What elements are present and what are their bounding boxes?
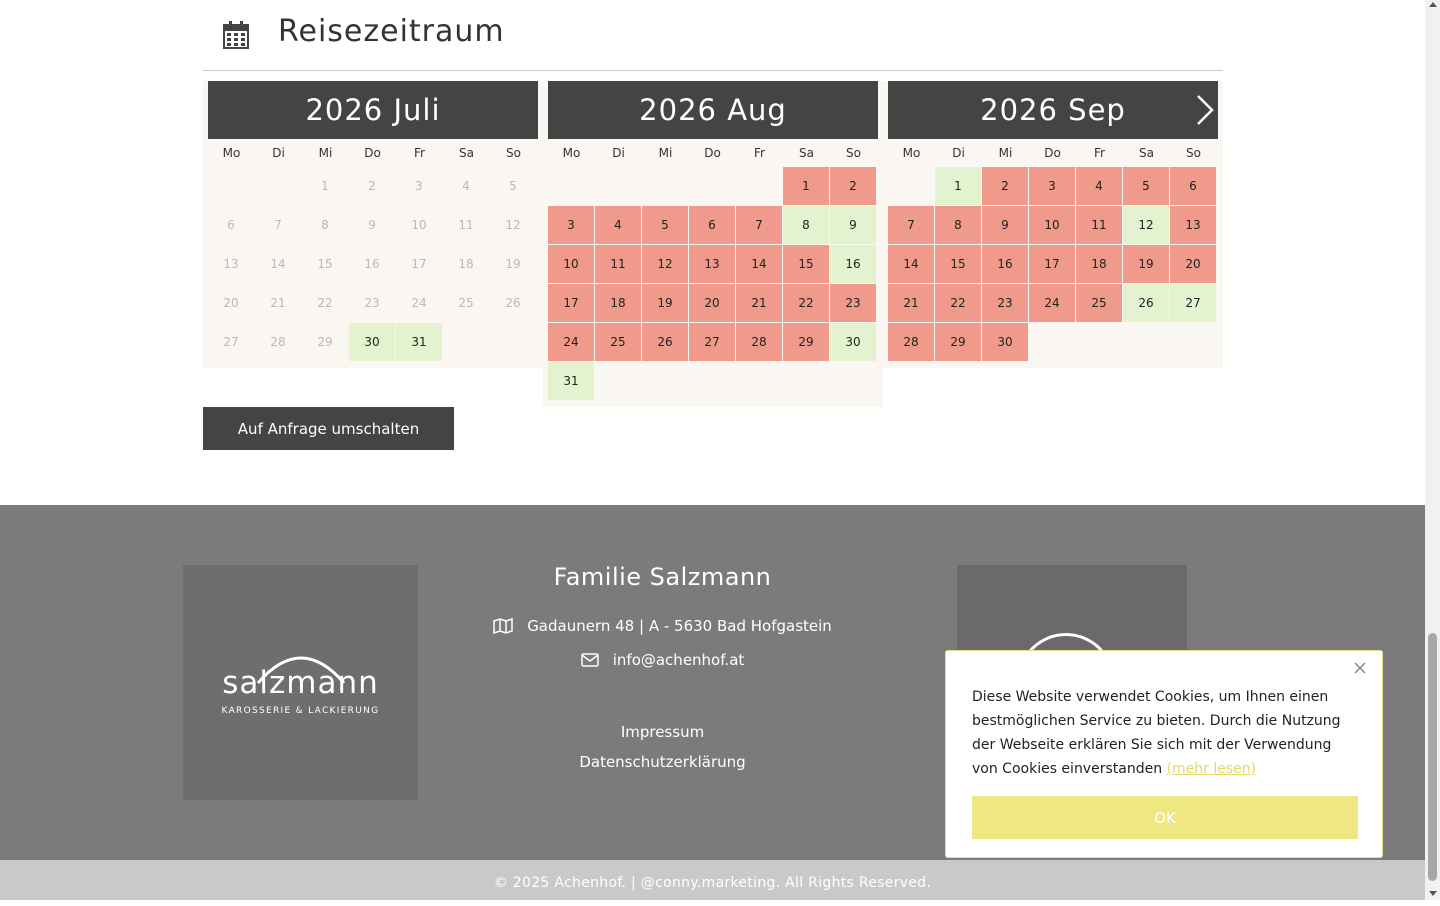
day-cell-past: 28: [255, 323, 302, 362]
day-cell-past: 23: [349, 284, 396, 323]
day-cell-free[interactable]: 30: [349, 323, 396, 362]
close-icon[interactable]: [1353, 661, 1367, 675]
day-cell-empty: [689, 167, 736, 206]
envelope-icon: [581, 653, 599, 667]
day-cell-booked[interactable]: 29: [783, 323, 830, 362]
address-line: [450, 617, 875, 635]
month-header: [888, 81, 1218, 139]
day-cell-booked[interactable]: 6: [689, 206, 736, 245]
day-cell-booked[interactable]: 29: [935, 323, 982, 362]
day-cell-booked[interactable]: 4: [595, 206, 642, 245]
day-cell-past: 24: [396, 284, 443, 323]
footer-contact: [450, 563, 875, 771]
day-cell-booked[interactable]: 12: [642, 245, 689, 284]
day-cell-booked[interactable]: 27: [689, 323, 736, 362]
scrollbar[interactable]: [1425, 0, 1440, 900]
email-link[interactable]: info@achenhof.at: [612, 651, 745, 669]
day-cell-past: 19: [490, 245, 537, 284]
day-cell-past: 2: [349, 167, 396, 206]
day-cell-past: 25: [443, 284, 490, 323]
weekday-label: Fr: [1094, 146, 1105, 160]
day-cell-booked[interactable]: 15: [783, 245, 830, 284]
day-cell-booked[interactable]: 13: [1170, 206, 1217, 245]
weekday-label: Sa: [459, 146, 474, 160]
day-cell-past: 1: [302, 167, 349, 206]
weekday-label: Fr: [414, 146, 425, 160]
email-line: [450, 651, 875, 669]
salzmann-logo: [183, 565, 418, 800]
cookie-text: [972, 685, 1352, 781]
address-text: Gadaunern 48 | A - 5630 Bad Hofgastein: [527, 617, 832, 635]
month-calendar-aug: [543, 81, 883, 407]
day-cell-past: 13: [208, 245, 255, 284]
day-cell-booked[interactable]: 5: [1123, 167, 1170, 206]
privacy-link[interactable]: Datenschutzerklärung: [579, 753, 746, 771]
day-cell-booked[interactable]: 14: [888, 245, 935, 284]
day-cell-booked[interactable]: 25: [595, 323, 642, 362]
day-cell-empty: [255, 167, 302, 206]
weekday-label: Di: [272, 146, 285, 160]
day-cell-booked[interactable]: 7: [888, 206, 935, 245]
month-calendar-juli: [203, 81, 543, 368]
copyright-bar: © 2025 Achenhof. | @conny.marketing. All Rights Reserved.: [0, 860, 1425, 900]
day-cell-booked[interactable]: 28: [736, 323, 783, 362]
weekday-label: Do: [1044, 146, 1061, 160]
day-cell-booked[interactable]: 26: [642, 323, 689, 362]
day-cell-booked[interactable]: 16: [982, 245, 1029, 284]
day-grid: [208, 167, 538, 362]
day-cell-empty: [642, 167, 689, 206]
weekday-label: Mo: [562, 146, 581, 160]
impressum-link[interactable]: Impressum: [620, 723, 705, 741]
weekday-row: [888, 139, 1218, 167]
day-cell-booked[interactable]: 11: [1076, 206, 1123, 245]
day-cell-booked[interactable]: 7: [736, 206, 783, 245]
weekday-label: So: [846, 146, 861, 160]
day-cell-booked[interactable]: 3: [548, 206, 595, 245]
day-cell-booked[interactable]: 21: [736, 284, 783, 323]
scroll-up-icon[interactable]: [1429, 2, 1437, 7]
day-cell-booked[interactable]: 21: [888, 284, 935, 323]
day-cell-booked[interactable]: 17: [548, 284, 595, 323]
scroll-thumb[interactable]: [1428, 633, 1437, 881]
day-cell-past: 15: [302, 245, 349, 284]
day-cell-booked[interactable]: 11: [595, 245, 642, 284]
day-cell-booked[interactable]: 23: [830, 284, 877, 323]
weekday-label: Sa: [1139, 146, 1154, 160]
day-cell-empty: [548, 167, 595, 206]
day-cell-booked[interactable]: 20: [689, 284, 736, 323]
day-cell-booked[interactable]: 19: [642, 284, 689, 323]
section-title: Reisezeitraum: [278, 14, 505, 49]
weekday-label: Mi: [658, 146, 673, 160]
day-cell-past: 9: [349, 206, 396, 245]
day-cell-booked[interactable]: 14: [736, 245, 783, 284]
cookie-more-link[interactable]: (mehr lesen): [1166, 761, 1257, 777]
day-cell-booked[interactable]: 30: [982, 323, 1029, 362]
day-cell-booked[interactable]: 23: [982, 284, 1029, 323]
day-cell-booked[interactable]: 24: [1029, 284, 1076, 323]
cookie-message: Diese Website verwendet Cookies, um Ihnen einen bestmöglichen Service zu bieten. Durch die Nutzung der Webseite erklären Sie sich mit der Verwendung von Cookies einverstanden: [972, 689, 1341, 777]
chevron-right-icon[interactable]: [1190, 91, 1218, 129]
day-cell-booked[interactable]: 1: [783, 167, 830, 206]
day-cell-booked[interactable]: 8: [935, 206, 982, 245]
weekday-label: Mi: [998, 146, 1013, 160]
day-cell-empty: [736, 167, 783, 206]
weekday-label: Mo: [222, 146, 241, 160]
cookie-banner: [945, 650, 1383, 858]
day-cell-past: 4: [443, 167, 490, 206]
month-title: 2026 Aug: [548, 81, 878, 139]
day-cell-past: 20: [208, 284, 255, 323]
day-cell-past: 8: [302, 206, 349, 245]
month-title: 2026 Juli: [208, 81, 538, 139]
day-cell-booked[interactable]: 18: [1076, 245, 1123, 284]
day-cell-past: 26: [490, 284, 537, 323]
weekday-label: Fr: [754, 146, 765, 160]
day-cell-free[interactable]: 27: [1170, 284, 1217, 323]
day-cell-booked[interactable]: 10: [1029, 206, 1076, 245]
day-cell-free[interactable]: 1: [935, 167, 982, 206]
day-cell-booked[interactable]: 22: [935, 284, 982, 323]
day-grid: [888, 167, 1218, 362]
day-cell-booked[interactable]: 3: [1029, 167, 1076, 206]
day-cell-past: 16: [349, 245, 396, 284]
day-cell-past: 11: [443, 206, 490, 245]
day-cell-past: 5: [490, 167, 537, 206]
scroll-down-icon[interactable]: [1429, 891, 1437, 896]
day-grid: [548, 167, 878, 401]
day-cell-past: 7: [255, 206, 302, 245]
weekday-label: Di: [612, 146, 625, 160]
day-cell-booked[interactable]: 28: [888, 323, 935, 362]
day-cell-free[interactable]: 30: [830, 323, 877, 362]
day-cell-booked[interactable]: 24: [548, 323, 595, 362]
day-cell-past: 21: [255, 284, 302, 323]
weekday-label: Di: [952, 146, 965, 160]
day-cell-free[interactable]: 16: [830, 245, 877, 284]
day-cell-booked[interactable]: 2: [982, 167, 1029, 206]
day-cell-free[interactable]: 9: [830, 206, 877, 245]
toggle-request-button[interactable]: Auf Anfrage umschalten: [203, 407, 454, 450]
weekday-label: Do: [704, 146, 721, 160]
day-cell-empty: [208, 167, 255, 206]
day-cell-past: 14: [255, 245, 302, 284]
logo-text: salzmann: [222, 665, 379, 701]
day-cell-booked[interactable]: 19: [1123, 245, 1170, 284]
day-cell-past: 17: [396, 245, 443, 284]
day-cell-booked[interactable]: 18: [595, 284, 642, 323]
day-cell-past: 3: [396, 167, 443, 206]
day-cell-empty: [595, 167, 642, 206]
day-cell-past: 22: [302, 284, 349, 323]
cookie-ok-button[interactable]: OK: [972, 796, 1358, 839]
month-title: 2026 Sep: [980, 93, 1126, 127]
day-cell-empty: [888, 167, 935, 206]
day-cell-booked[interactable]: 4: [1076, 167, 1123, 206]
day-cell-past: 12: [490, 206, 537, 245]
day-cell-past: 6: [208, 206, 255, 245]
day-cell-booked[interactable]: 10: [548, 245, 595, 284]
day-cell-booked[interactable]: 6: [1170, 167, 1217, 206]
weekday-row: [208, 139, 538, 167]
weekday-label: So: [1186, 146, 1201, 160]
day-cell-past: 29: [302, 323, 349, 362]
day-cell-booked[interactable]: 15: [935, 245, 982, 284]
day-cell-booked[interactable]: 17: [1029, 245, 1076, 284]
section-header: [203, 0, 1223, 71]
calendar-icon: [222, 20, 250, 50]
weekday-label: Do: [364, 146, 381, 160]
day-cell-free[interactable]: 31: [548, 362, 595, 401]
weekday-row: [548, 139, 878, 167]
logo-subtext: KAROSSERIE & LACKIERUNG: [221, 706, 380, 716]
day-cell-free[interactable]: 26: [1123, 284, 1170, 323]
day-cell-booked[interactable]: 2: [830, 167, 877, 206]
day-cell-free[interactable]: 31: [396, 323, 443, 362]
weekday-label: So: [506, 146, 521, 160]
day-cell-free[interactable]: 8: [783, 206, 830, 245]
day-cell-free[interactable]: 12: [1123, 206, 1170, 245]
day-cell-booked[interactable]: 5: [642, 206, 689, 245]
day-cell-booked[interactable]: 22: [783, 284, 830, 323]
map-icon: [493, 618, 513, 634]
day-cell-booked[interactable]: 25: [1076, 284, 1123, 323]
day-cell-booked[interactable]: 13: [689, 245, 736, 284]
day-cell-past: 27: [208, 323, 255, 362]
day-cell-booked[interactable]: 9: [982, 206, 1029, 245]
day-cell-booked[interactable]: 20: [1170, 245, 1217, 284]
day-cell-past: 10: [396, 206, 443, 245]
footer-title: Familie Salzmann: [553, 563, 772, 591]
weekday-label: Sa: [799, 146, 814, 160]
weekday-label: Mi: [318, 146, 333, 160]
weekday-label: Mo: [902, 146, 921, 160]
day-cell-past: 18: [443, 245, 490, 284]
month-calendar-sep: [883, 81, 1223, 368]
